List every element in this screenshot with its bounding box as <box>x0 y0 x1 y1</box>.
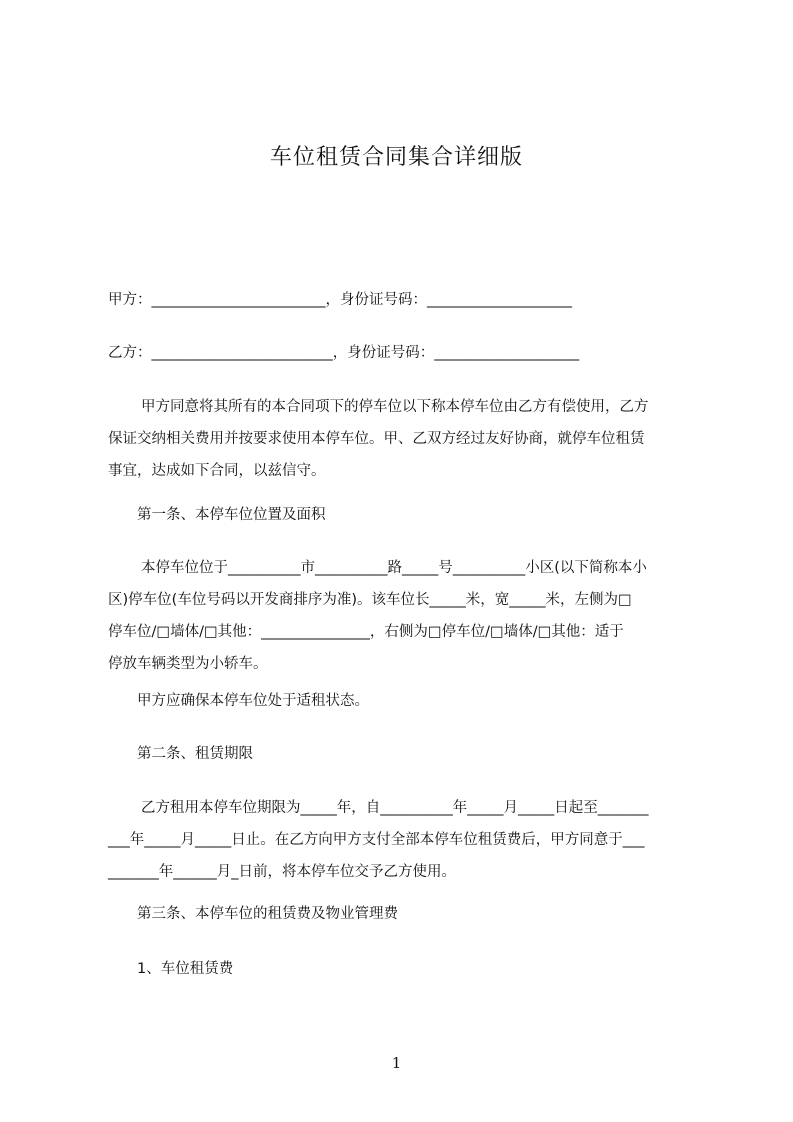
article-2-heading: 第二条、租赁期限 <box>137 746 253 762</box>
article-2-line-3: _______年______月_日前，将本停车位交予乙方使用。 <box>108 864 456 880</box>
article-1-line-4: 停放车辆类型为小轿车。 <box>108 656 268 672</box>
article-3-item-1: 1、车位租赁费 <box>137 961 234 977</box>
article-1-heading: 第一条、本停车位位置及面积 <box>137 507 326 523</box>
page-number: 1 <box>391 1054 402 1072</box>
article-1-line-3: 停车位/□墙体/□其他：_______________，右侧为□停车位/□墙体/□其他：适于 <box>108 624 624 640</box>
article-1-paragraph <box>108 552 700 680</box>
article-2-line-1: 乙方租用本停车位期限为_____年，自__________年_____月_____日起至_______ <box>141 800 649 816</box>
article-1-line-1: 本停车位位于__________市__________路_____号__________小区(以下简称本小 <box>141 560 647 576</box>
party-b-line: 乙方：_________________________，身份证号码：____________________ <box>108 345 580 361</box>
party-a-line: 甲方：________________________，身份证号码：____________________ <box>108 292 572 308</box>
intro-line-2: 保证交纳相关费用并按要求使用本停车位。甲、乙双方经过友好协商，就停车位租赁 <box>108 431 645 447</box>
article-2-paragraph <box>108 792 700 888</box>
intro-line-1: 甲方同意将其所有的本合同项下的停车位以下称本停车位由乙方有偿使用，乙方 <box>141 399 649 415</box>
intro-line-3: 事宜，达成如下合同，以兹信守。 <box>108 463 326 479</box>
document-title: 车位租赁合同集合详细版 <box>269 145 523 170</box>
article-1-note: 甲方应确保本停车位处于适租状态。 <box>137 693 369 709</box>
article-1-line-2: 区)停车位(车位号码以开发商排序为准)。该车位长_____米，宽_____米，左侧为□ <box>108 592 632 608</box>
article-2-line-2: ___年_____月_____日止。在乙方向甲方支付全部本停车位租赁费后，甲方同意于___ <box>108 832 645 848</box>
article-3-heading: 第三条、本停车位的租赁费及物业管理费 <box>137 906 398 922</box>
intro-paragraph <box>108 391 700 487</box>
